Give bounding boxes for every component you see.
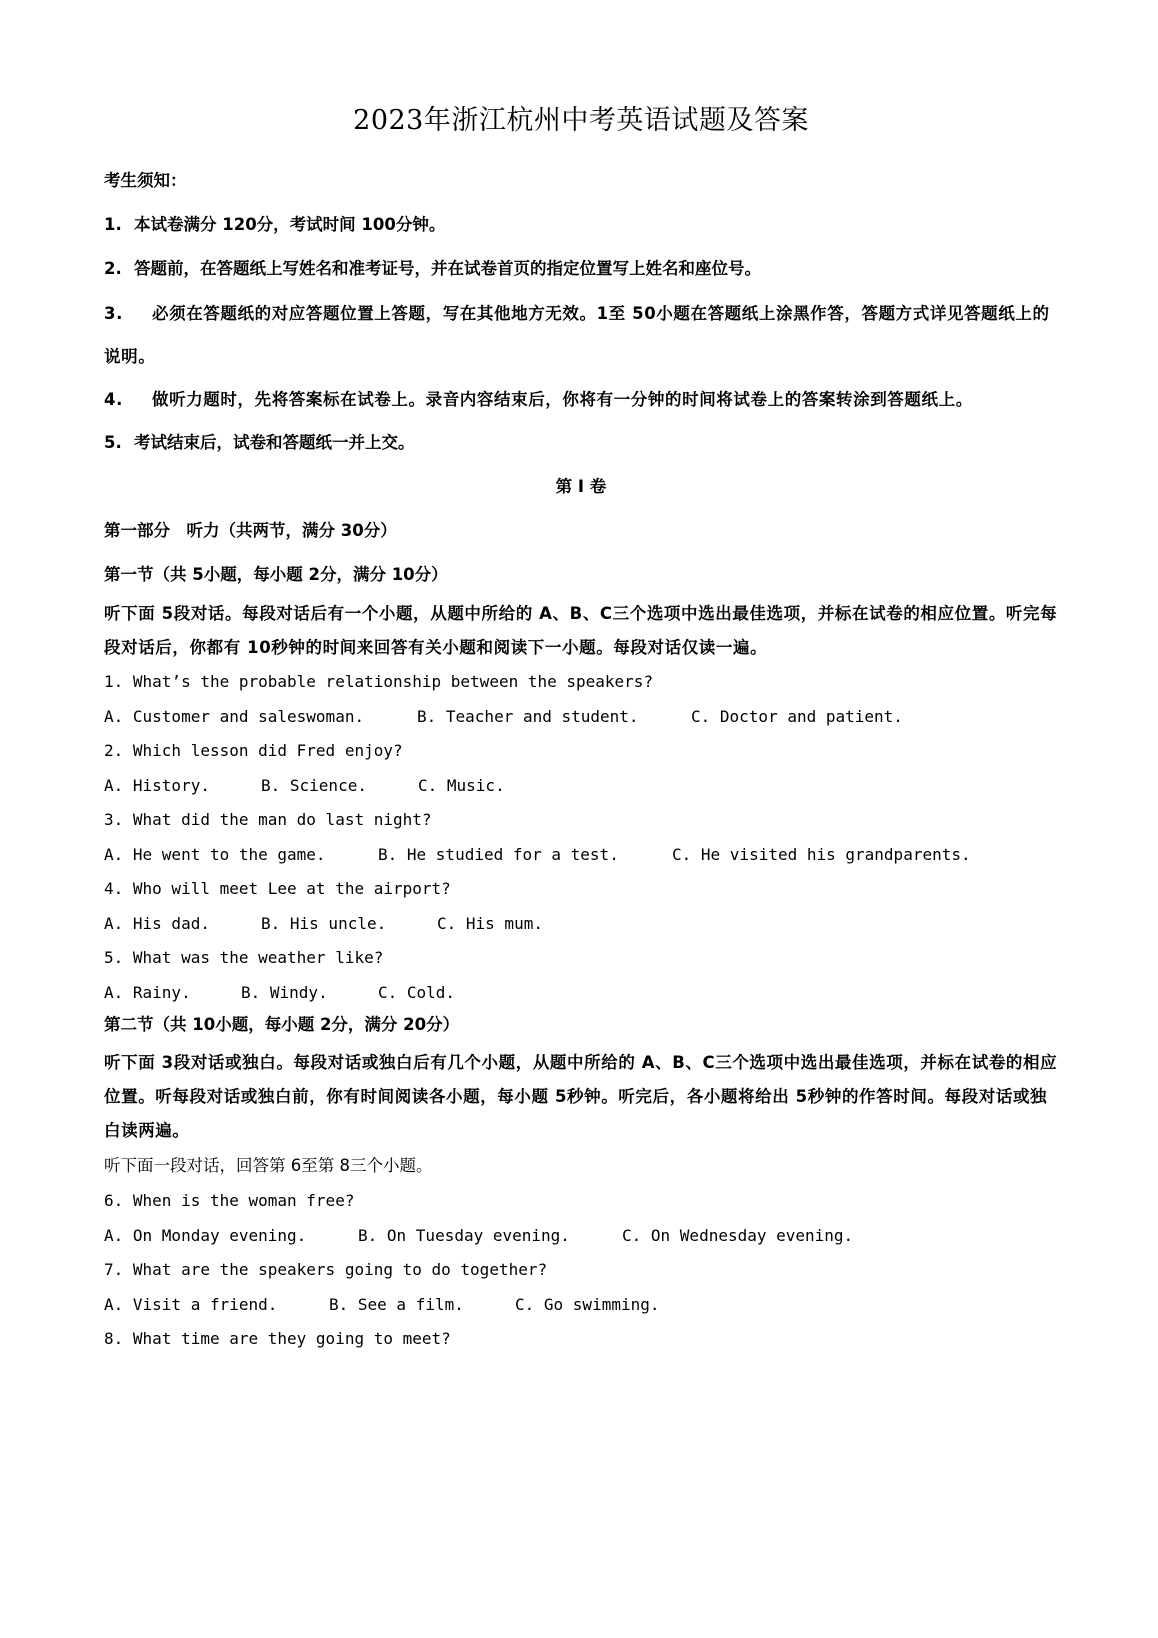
question: 5. What was the weather like?: [104, 948, 384, 967]
answer-options: [104, 700, 1058, 735]
option-c: C. Music.: [418, 775, 505, 795]
option-c: C. Doctor and patient.: [691, 706, 903, 726]
notice-text: 答题前，在答题纸上写姓名和准考证号，并在试卷首页的指定位置写上姓名和座位号。: [134, 259, 761, 278]
section-heading: 第一节（共 5小题，每小题 2分，满分 10分）: [104, 565, 448, 584]
notice-item: [104, 421, 1058, 465]
notice-heading: 考生须知：: [104, 171, 187, 190]
question: 4. Who will meet Lee at the airport?: [104, 879, 451, 898]
notice-item: [104, 292, 1058, 378]
option-a: A. Customer and saleswoman.: [104, 706, 365, 726]
option-a: A. History.: [104, 775, 210, 795]
sub-instruction: 听下面一段对话，回答第 6至第 8三个小题。: [104, 1156, 433, 1175]
option-a: A. Rainy.: [104, 982, 191, 1002]
notice-number: 5.: [104, 433, 122, 452]
section-instructions: 听下面 5段对话。每段对话后有一个小题，从题中所给的 A、B、C三个选项中选出最佳选项，并标在试卷的相应位置。听完每段对话后，你都有 10秒钟的时间来回答有关小题和阅读下一小题。每段对话仅读一遍。: [104, 604, 1058, 657]
option-a: A. On Monday evening.: [104, 1225, 307, 1245]
notice-item: [104, 247, 1058, 291]
option-a: A. He went to the game.: [104, 844, 326, 864]
question: 3. What did the man do last night?: [104, 810, 432, 829]
answer-options: [104, 1219, 1058, 1254]
answer-options: [104, 907, 1058, 942]
option-c: C. On Wednesday evening.: [622, 1225, 854, 1245]
question: 1. What’s the probable relationship between the speakers?: [104, 672, 654, 691]
question: 8. What time are they going to meet?: [104, 1329, 451, 1348]
option-b: B. Teacher and student.: [417, 706, 639, 726]
answer-options: [104, 1288, 1058, 1323]
question: 7. What are the speakers going to do together?: [104, 1260, 548, 1279]
part-heading: 第一部分 听力（共两节，满分 30分）: [104, 521, 397, 540]
answer-options: [104, 838, 1058, 873]
question: 6. When is the woman free?: [104, 1191, 355, 1210]
option-b: B. He studied for a test.: [378, 844, 619, 864]
option-b: B. Science.: [261, 775, 367, 795]
option-c: C. Cold.: [378, 982, 456, 1002]
option-a: A. His dad.: [104, 913, 210, 933]
answer-options: [104, 769, 1058, 804]
section-heading: 第二节（共 10小题，每小题 2分，满分 20分）: [104, 1015, 460, 1034]
notice-number: 3.: [104, 304, 123, 323]
notice-text: 考试结束后，试卷和答题纸一并上交。: [134, 433, 415, 452]
notice-text: 做听力题时，先将答案标在试卷上。录音内容结束后，你将有一分钟的时间将试卷上的答案转涂到答题纸上。: [152, 390, 973, 409]
notice-text: 本试卷满分 120分，考试时间 100分钟。: [134, 215, 446, 234]
notice-number: 4.: [104, 390, 123, 409]
notice-item: [104, 378, 1058, 421]
notice-text: 必须在答题纸的对应答题位置上答题，写在其他地方无效。1至 50小题在答题纸上涂黑作答，答题方式详见答题纸上的说明。: [104, 304, 1050, 366]
option-a: A. Visit a friend.: [104, 1294, 278, 1314]
answer-options: [104, 976, 1058, 1011]
option-b: B. Windy.: [241, 982, 328, 1002]
option-b: B. On Tuesday evening.: [358, 1225, 570, 1245]
page-title: 2023年浙江杭州中考英语试题及答案: [353, 105, 809, 136]
option-c: C. His mum.: [437, 913, 543, 933]
option-c: C. Go swimming.: [515, 1294, 660, 1314]
question: 2. Which lesson did Fred enjoy?: [104, 741, 403, 760]
option-b: B. See a film.: [329, 1294, 464, 1314]
notice-item: [104, 203, 1058, 247]
notice-number: 2.: [104, 259, 122, 278]
volume-heading: 第 I 卷: [555, 477, 607, 496]
section-instructions: 听下面 3段对话或独白。每段对话或独白后有几个小题，从题中所给的 A、B、C三个选项中选出最佳选项，并标在试卷的相应位置。听每段对话或独白前，你有时间阅读各小题，每小题 5秒钟。听完后，各小题将给出 5秒钟的作答时间。每段对话或独白读两遍。: [104, 1053, 1058, 1140]
option-b: B. His uncle.: [261, 913, 387, 933]
notice-number: 1.: [104, 215, 122, 234]
option-c: C. He visited his grandparents.: [672, 844, 971, 864]
